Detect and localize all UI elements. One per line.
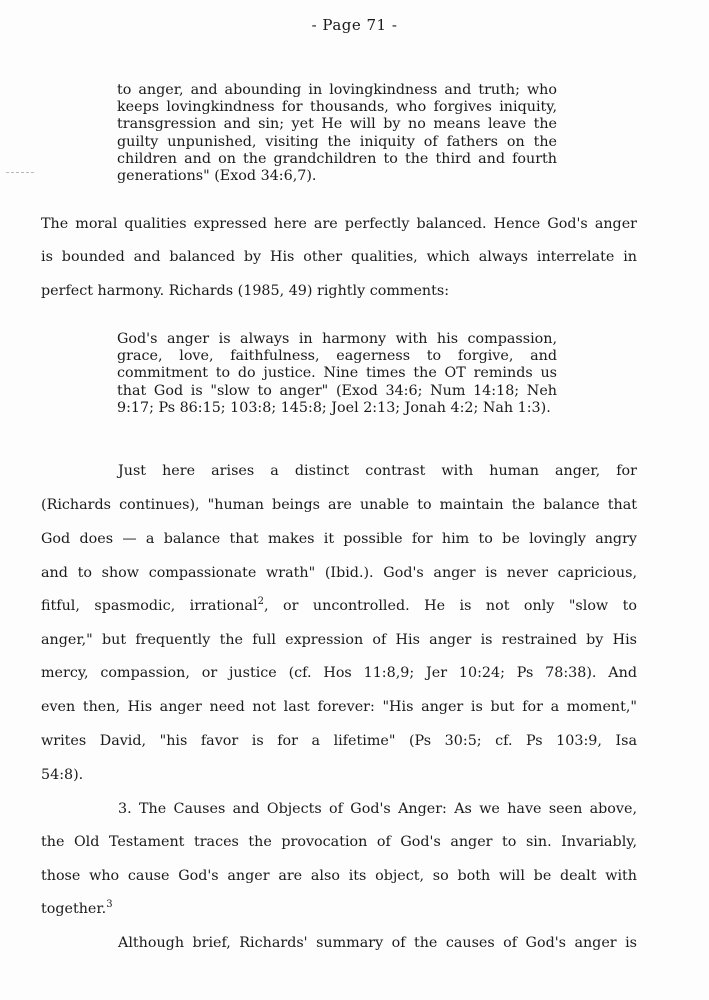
para3-line-4 [41, 901, 637, 917]
para2-line-4: and to show compassionate wrath" (Ibid.). God's anger is never capricious, [41, 565, 637, 581]
para4-line-1: Although brief, Richards' summary of the causes of God's anger is [118, 935, 637, 951]
para1-line-2: is bounded and balanced by His other qualities, which always interrelate in [41, 249, 637, 265]
block-quote-richards: God's anger is always in harmony with his compassion, grace, love, faithfulness, eagerness to forgive, and commitment to do justice. Nine times the OT reminds us that God is "slow to anger" (Exod 34:6; Num 14:18; Neh 9:17; Ps 86:15; 103:8; 145:8; Joel 2:13; Jonah 4:2; Nah 1:3). [117, 331, 557, 416]
para2-line-6: anger," but frequently the full expression of His anger is restrained by His [41, 632, 637, 648]
margin-mark [6, 172, 34, 175]
para2-line-10: 54:8). [41, 767, 84, 783]
page-number: - Page 71 - [311, 16, 398, 34]
para2-line-5-rest: , or uncontrolled. He is not only "slow to [264, 598, 637, 614]
para2-line-5 [41, 598, 637, 614]
para2-line-7: mercy, compassion, or justice (cf. Hos 11:8,9; Jer 10:24; Ps 78:38). And [41, 665, 637, 681]
para3-line-2: the Old Testament traces the provocation of God's anger to sin. Invariably, [41, 834, 637, 850]
block-quote-exodus: to anger, and abounding in lovingkindness and truth; who keeps lovingkindness for thousands, who forgives iniquity, transgression and sin; yet He will by no means leave the guilty unpunished, visiting the iniquity of fathers on the children and on the grandchildren to the third and fourth generations" (Exod 34:6,7). [117, 82, 557, 185]
footnote-ref-3: 3 [106, 899, 113, 911]
para2-line-1: Just here arises a distinct contrast with human anger, for [118, 463, 637, 479]
para1-line-1: The moral qualities expressed here are perfectly balanced. Hence God's anger [41, 216, 637, 232]
para3-line-3: those who cause God's anger are also its object, so both will be dealt with [41, 868, 637, 884]
para2-line-5-text: fitful, spasmodic, irrational [41, 598, 258, 614]
para2-line-2: (Richards continues), "human beings are unable to maintain the balance that [41, 497, 637, 513]
para2-line-8: even then, His anger need not last forever: "His anger is but for a moment," [41, 699, 637, 715]
footnote-ref-2: 2 [257, 596, 264, 608]
para3-line-4-text: together. [41, 901, 107, 917]
para2-line-3: God does — a balance that makes it possible for him to be lovingly angry [41, 531, 637, 547]
para3-line-1: 3. The Causes and Objects of God's Anger: As we have seen above, [118, 801, 637, 817]
para2-line-9: writes David, "his favor is for a lifetime" (Ps 30:5; cf. Ps 103:9, Isa [41, 733, 637, 749]
para1-line-3: perfect harmony. Richards (1985, 49) rightly comments: [41, 283, 450, 299]
